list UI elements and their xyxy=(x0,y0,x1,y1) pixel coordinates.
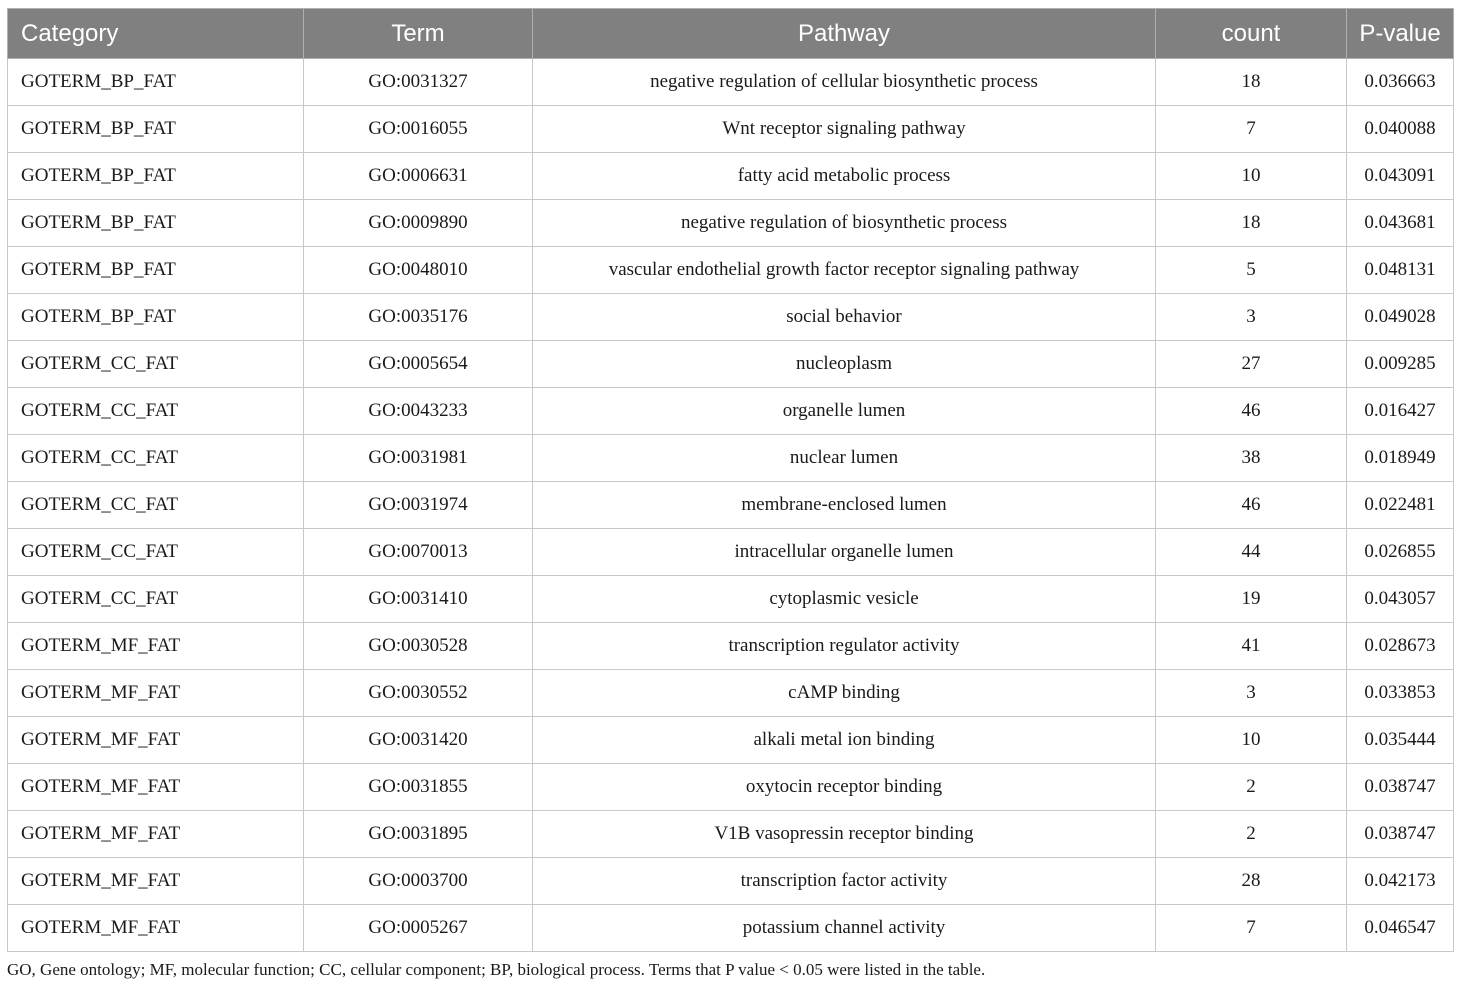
cell-category: GOTERM_MF_FAT xyxy=(8,717,304,764)
cell-pathway: organelle lumen xyxy=(533,388,1156,435)
cell-category: GOTERM_BP_FAT xyxy=(8,200,304,247)
cell-count: 2 xyxy=(1156,811,1347,858)
cell-p-value: 0.042173 xyxy=(1347,858,1454,905)
table-row xyxy=(8,247,1454,294)
cell-term: GO:0031981 xyxy=(304,435,533,482)
cell-pathway: oxytocin receptor binding xyxy=(533,764,1156,811)
cell-count: 3 xyxy=(1156,294,1347,341)
cell-count: 2 xyxy=(1156,764,1347,811)
cell-p-value: 0.028673 xyxy=(1347,623,1454,670)
cell-category: GOTERM_MF_FAT xyxy=(8,623,304,670)
header-term: Term xyxy=(304,9,533,59)
table-row xyxy=(8,482,1454,529)
cell-category: GOTERM_BP_FAT xyxy=(8,294,304,341)
cell-category: GOTERM_MF_FAT xyxy=(8,905,304,952)
table-row xyxy=(8,529,1454,576)
cell-term: GO:0030528 xyxy=(304,623,533,670)
table-row xyxy=(8,153,1454,200)
cell-term: GO:0031895 xyxy=(304,811,533,858)
cell-p-value: 0.035444 xyxy=(1347,717,1454,764)
cell-term: GO:0031974 xyxy=(304,482,533,529)
cell-p-value: 0.038747 xyxy=(1347,811,1454,858)
go-enrichment-table xyxy=(7,8,1454,952)
cell-pathway: social behavior xyxy=(533,294,1156,341)
cell-pathway: membrane-enclosed lumen xyxy=(533,482,1156,529)
table-row xyxy=(8,59,1454,106)
cell-p-value: 0.040088 xyxy=(1347,106,1454,153)
cell-term: GO:0006631 xyxy=(304,153,533,200)
table-row xyxy=(8,811,1454,858)
cell-category: GOTERM_BP_FAT xyxy=(8,59,304,106)
cell-p-value: 0.043057 xyxy=(1347,576,1454,623)
cell-category: GOTERM_CC_FAT xyxy=(8,341,304,388)
cell-category: GOTERM_CC_FAT xyxy=(8,388,304,435)
cell-p-value: 0.048131 xyxy=(1347,247,1454,294)
table-row xyxy=(8,106,1454,153)
cell-p-value: 0.043091 xyxy=(1347,153,1454,200)
cell-pathway: intracellular organelle lumen xyxy=(533,529,1156,576)
cell-category: GOTERM_CC_FAT xyxy=(8,529,304,576)
cell-p-value: 0.049028 xyxy=(1347,294,1454,341)
cell-term: GO:0031410 xyxy=(304,576,533,623)
cell-pathway: cytoplasmic vesicle xyxy=(533,576,1156,623)
header-row xyxy=(8,9,1454,59)
cell-category: GOTERM_BP_FAT xyxy=(8,153,304,200)
cell-pathway: alkali metal ion binding xyxy=(533,717,1156,764)
cell-count: 38 xyxy=(1156,435,1347,482)
cell-p-value: 0.009285 xyxy=(1347,341,1454,388)
cell-category: GOTERM_CC_FAT xyxy=(8,576,304,623)
cell-term: GO:0035176 xyxy=(304,294,533,341)
cell-pathway: negative regulation of cellular biosynthetic process xyxy=(533,59,1156,106)
table-row xyxy=(8,905,1454,952)
cell-p-value: 0.016427 xyxy=(1347,388,1454,435)
cell-count: 28 xyxy=(1156,858,1347,905)
cell-pathway: fatty acid metabolic process xyxy=(533,153,1156,200)
cell-pathway: transcription regulator activity xyxy=(533,623,1156,670)
table-row xyxy=(8,623,1454,670)
cell-pathway: potassium channel activity xyxy=(533,905,1156,952)
table-row xyxy=(8,388,1454,435)
table-footnote: GO, Gene ontology; MF, molecular function; CC, cellular component; BP, biological process. Terms that P value < 0.05 were listed in the table. xyxy=(7,960,986,979)
cell-count: 19 xyxy=(1156,576,1347,623)
cell-term: GO:0005267 xyxy=(304,905,533,952)
cell-term: GO:0009890 xyxy=(304,200,533,247)
cell-category: GOTERM_CC_FAT xyxy=(8,482,304,529)
cell-p-value: 0.036663 xyxy=(1347,59,1454,106)
cell-p-value: 0.022481 xyxy=(1347,482,1454,529)
cell-category: GOTERM_BP_FAT xyxy=(8,247,304,294)
table-row xyxy=(8,200,1454,247)
cell-term: GO:0005654 xyxy=(304,341,533,388)
cell-p-value: 0.033853 xyxy=(1347,670,1454,717)
header-category: Category xyxy=(8,9,304,59)
header-count: count xyxy=(1156,9,1347,59)
cell-pathway: V1B vasopressin receptor binding xyxy=(533,811,1156,858)
cell-count: 18 xyxy=(1156,59,1347,106)
cell-pathway: cAMP binding xyxy=(533,670,1156,717)
cell-p-value: 0.043681 xyxy=(1347,200,1454,247)
cell-term: GO:0031420 xyxy=(304,717,533,764)
table-row xyxy=(8,435,1454,482)
cell-pathway: transcription factor activity xyxy=(533,858,1156,905)
cell-term: GO:0031327 xyxy=(304,59,533,106)
cell-count: 44 xyxy=(1156,529,1347,576)
cell-pathway: vascular endothelial growth factor receptor signaling pathway xyxy=(533,247,1156,294)
cell-p-value: 0.018949 xyxy=(1347,435,1454,482)
cell-term: GO:0030552 xyxy=(304,670,533,717)
cell-term: GO:0031855 xyxy=(304,764,533,811)
table-row xyxy=(8,576,1454,623)
cell-p-value: 0.046547 xyxy=(1347,905,1454,952)
cell-pathway: Wnt receptor signaling pathway xyxy=(533,106,1156,153)
cell-count: 46 xyxy=(1156,482,1347,529)
cell-pathway: nucleoplasm xyxy=(533,341,1156,388)
cell-count: 46 xyxy=(1156,388,1347,435)
table-row xyxy=(8,341,1454,388)
cell-count: 5 xyxy=(1156,247,1347,294)
cell-term: GO:0016055 xyxy=(304,106,533,153)
table-row xyxy=(8,717,1454,764)
table-row xyxy=(8,764,1454,811)
header-pathway: Pathway xyxy=(533,9,1156,59)
cell-count: 3 xyxy=(1156,670,1347,717)
cell-category: GOTERM_BP_FAT xyxy=(8,106,304,153)
cell-pathway: nuclear lumen xyxy=(533,435,1156,482)
cell-count: 18 xyxy=(1156,200,1347,247)
table-row xyxy=(8,670,1454,717)
enrichment-table-container xyxy=(7,8,1453,952)
cell-count: 7 xyxy=(1156,905,1347,952)
cell-count: 7 xyxy=(1156,106,1347,153)
cell-count: 10 xyxy=(1156,153,1347,200)
table-header xyxy=(8,9,1454,59)
table-row xyxy=(8,294,1454,341)
cell-count: 27 xyxy=(1156,341,1347,388)
header-p-value: P-value xyxy=(1347,9,1454,59)
cell-count: 10 xyxy=(1156,717,1347,764)
cell-count: 41 xyxy=(1156,623,1347,670)
cell-category: GOTERM_MF_FAT xyxy=(8,858,304,905)
table-row xyxy=(8,858,1454,905)
cell-p-value: 0.026855 xyxy=(1347,529,1454,576)
cell-p-value: 0.038747 xyxy=(1347,764,1454,811)
cell-category: GOTERM_MF_FAT xyxy=(8,764,304,811)
cell-term: GO:0070013 xyxy=(304,529,533,576)
cell-pathway: negative regulation of biosynthetic process xyxy=(533,200,1156,247)
cell-category: GOTERM_MF_FAT xyxy=(8,670,304,717)
cell-term: GO:0003700 xyxy=(304,858,533,905)
table-body xyxy=(8,59,1454,952)
cell-term: GO:0043233 xyxy=(304,388,533,435)
cell-term: GO:0048010 xyxy=(304,247,533,294)
cell-category: GOTERM_MF_FAT xyxy=(8,811,304,858)
cell-category: GOTERM_CC_FAT xyxy=(8,435,304,482)
